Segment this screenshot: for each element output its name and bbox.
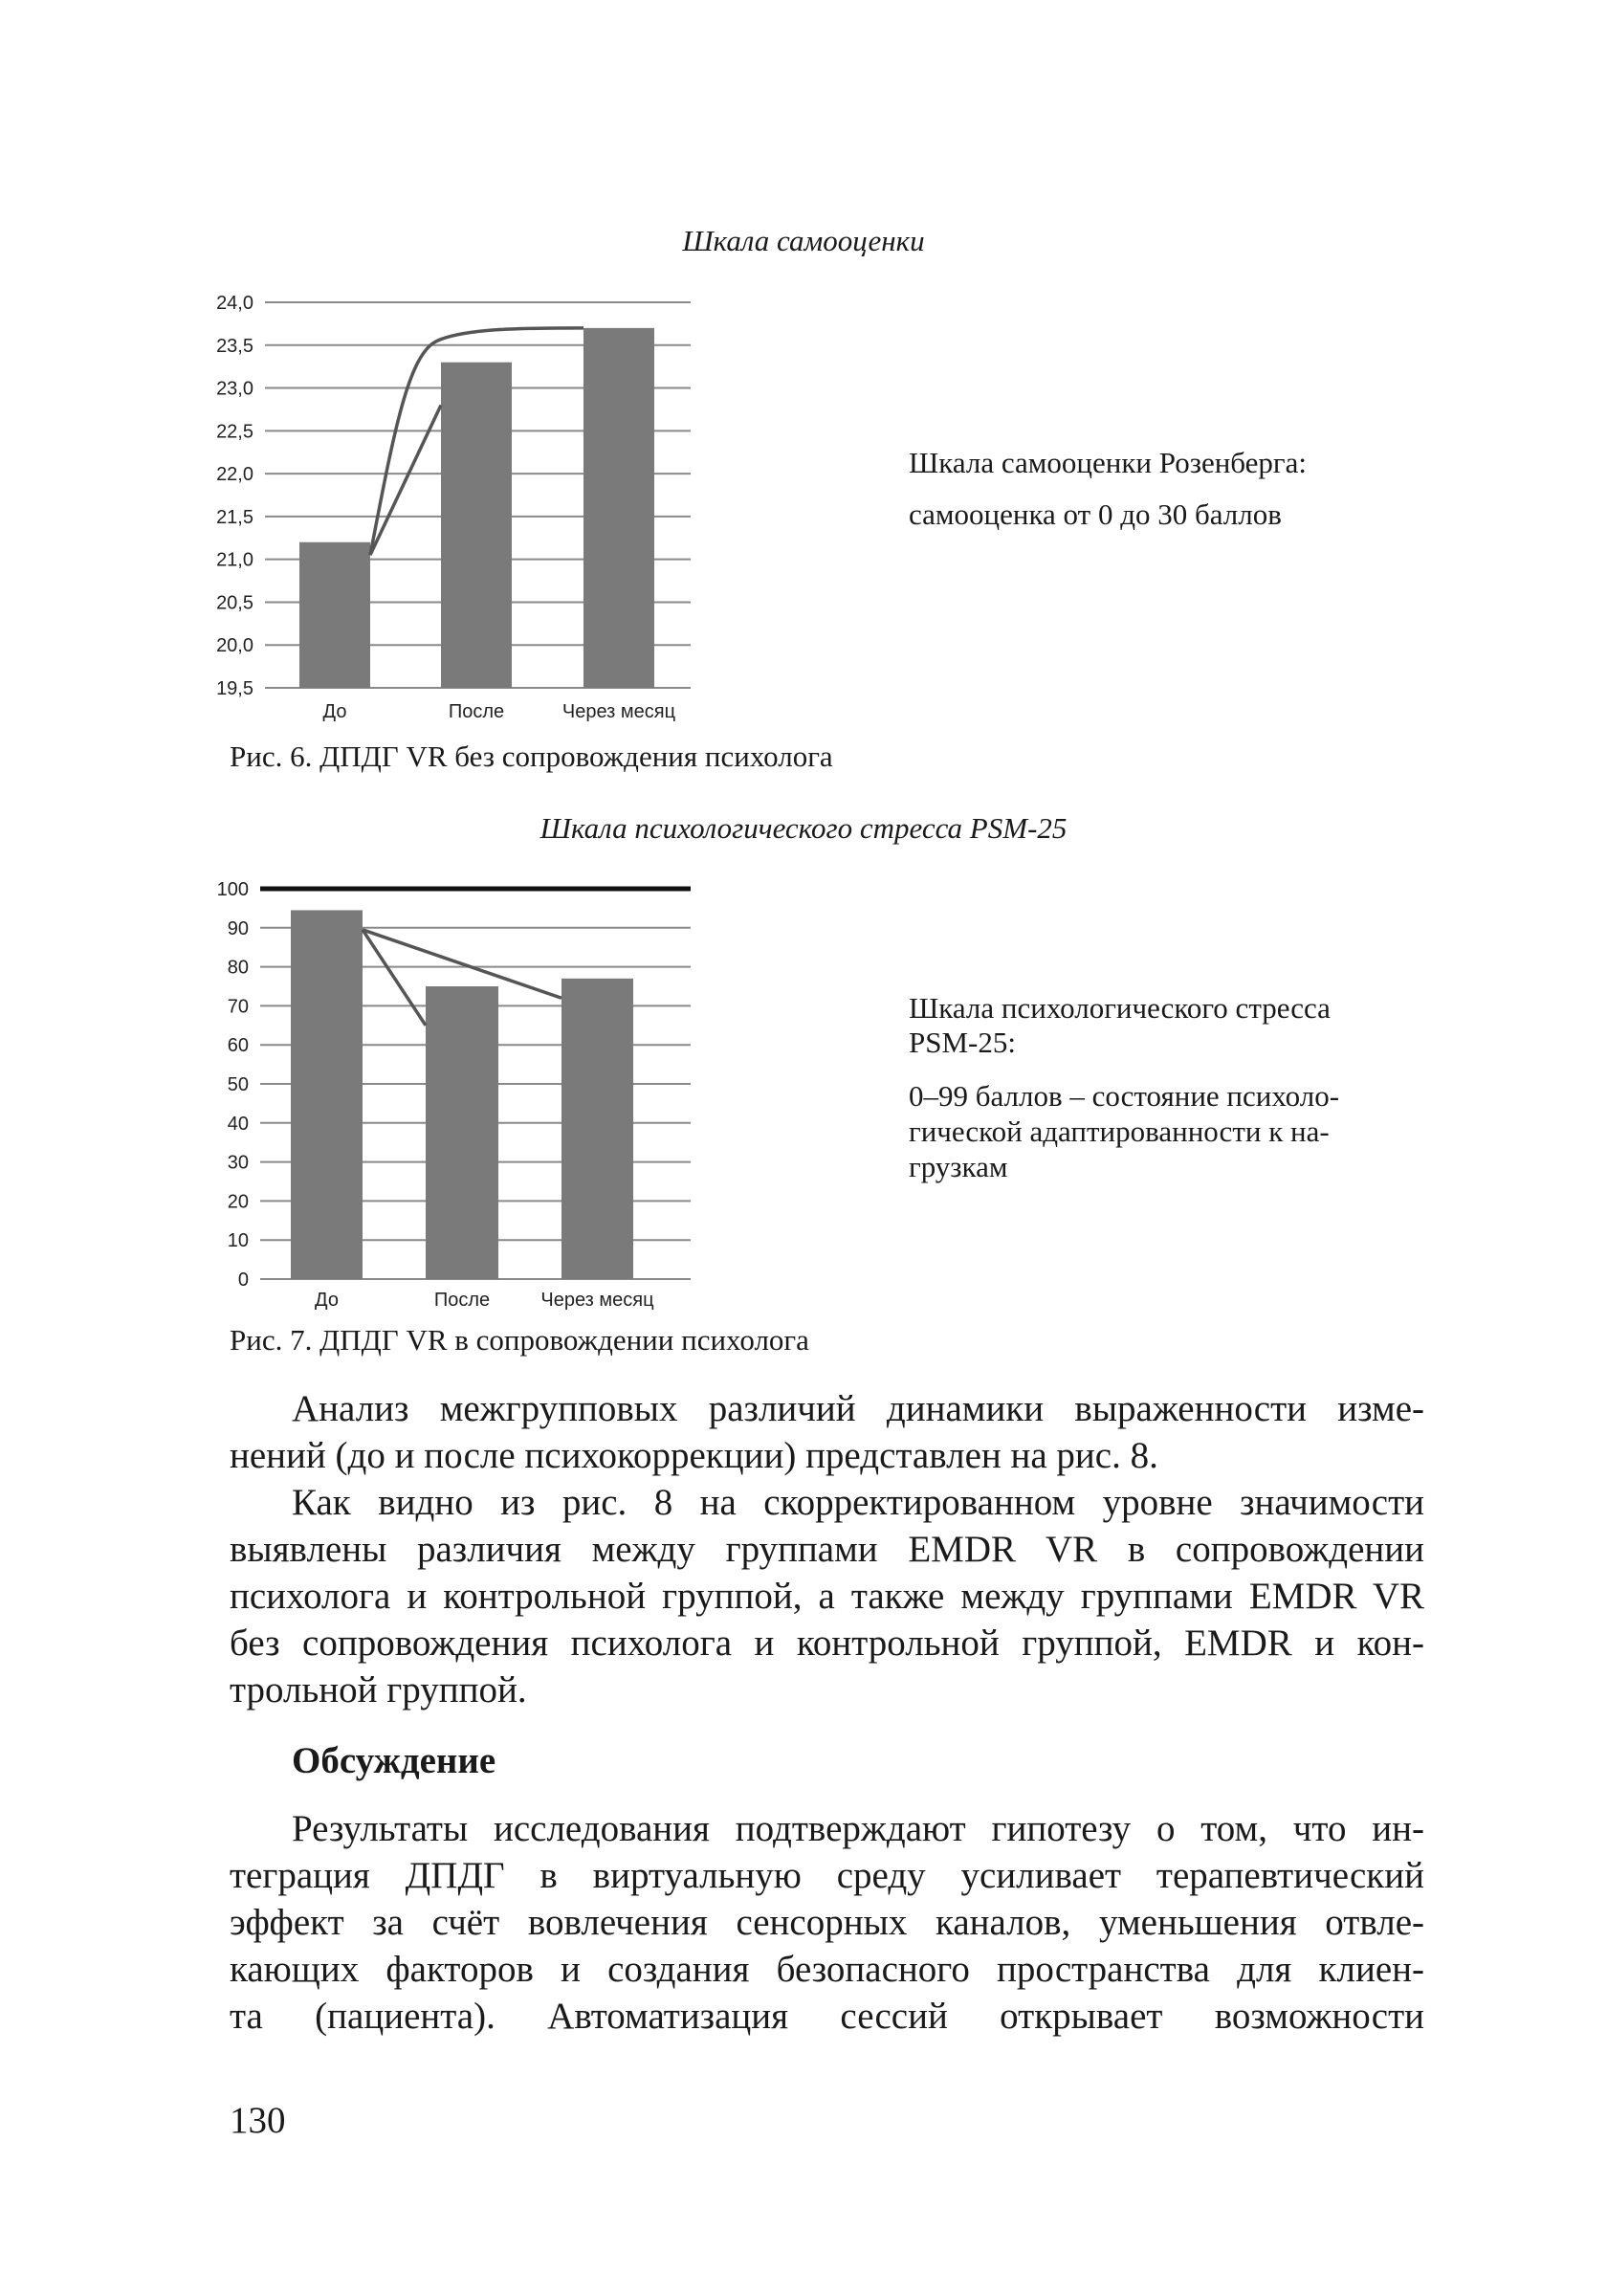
y-tick-label: 30 xyxy=(227,1152,249,1174)
y-tick-label: 20,0 xyxy=(216,635,253,657)
chart-note: грузкам xyxy=(909,1150,1008,1183)
paragraph-line: эффект за счёт вовлечения сенсорных каналов, уменьшения отвле- xyxy=(230,1902,1424,1943)
y-tick-label: 19,5 xyxy=(216,678,253,699)
x-tick-label: До xyxy=(322,701,347,722)
x-tick-label: Через месяц xyxy=(561,701,676,722)
y-tick-label: 20,5 xyxy=(216,592,253,614)
y-tick-label: 20 xyxy=(227,1191,249,1213)
paragraph-line: Как видно из рис. 8 на скорректированном уровне значимости xyxy=(292,1482,1424,1523)
section-heading: Обсуждение xyxy=(292,1740,496,1781)
chart-note: Шкала психологического стресса xyxy=(909,991,1331,1025)
paragraph-line: Анализ межгрупповых различий динамики выраженности изме- xyxy=(292,1388,1424,1429)
y-tick-label: 40 xyxy=(227,1113,249,1135)
chart-note: гической адаптированности к на- xyxy=(909,1115,1330,1148)
chart-note: самооценка от 0 до 30 баллов xyxy=(909,497,1282,531)
y-tick-label: 60 xyxy=(227,1035,249,1057)
y-tick-label: 23,0 xyxy=(216,378,253,400)
paragraph-line: без сопровождения психолога и контрольной группой, EMDR и кон- xyxy=(230,1623,1424,1664)
paragraph-line: кающих факторов и создания безопасного пространства для клиен- xyxy=(230,1949,1424,1990)
x-tick-label: До xyxy=(315,1290,339,1311)
x-tick-label: После xyxy=(433,1290,491,1311)
y-tick-label: 22,5 xyxy=(216,421,253,443)
y-tick-label: 10 xyxy=(227,1230,249,1252)
page-number: 130 xyxy=(230,2100,286,2141)
y-tick-label: 24,0 xyxy=(216,293,253,314)
y-tick-label: 23,5 xyxy=(216,335,253,357)
figure-caption: Рис. 7. ДПДГ VR в сопровождении психолога xyxy=(230,1323,809,1357)
y-tick-label: 22,0 xyxy=(216,464,253,486)
y-tick-label: 80 xyxy=(227,957,249,979)
figure-caption: Рис. 6. ДПДГ VR без сопровождения психолога xyxy=(230,740,833,773)
paragraph-line: теграция ДПДГ в виртуальную среду усиливает терапевтический xyxy=(230,1855,1424,1896)
y-tick-label: 21,5 xyxy=(216,506,253,528)
chart-note: PSM-25: xyxy=(909,1026,1016,1059)
bar xyxy=(561,979,633,1279)
chart-title: Шкала самооценки xyxy=(682,224,925,257)
chart-note: Шкала самооценки Розенберга: xyxy=(909,446,1308,479)
x-tick-label: Через месяц xyxy=(540,1290,654,1311)
y-tick-label: 70 xyxy=(227,996,249,1018)
paragraph-line: психолога и контрольной группой, а также между группами EMDR VR xyxy=(230,1576,1424,1617)
bar xyxy=(426,986,498,1279)
paragraph-line: трольной группой. xyxy=(230,1669,527,1711)
bar xyxy=(291,910,363,1279)
chart-title: Шкала психологического стресса PSM-25 xyxy=(539,811,1068,845)
paragraph-line: нений (до и после психокоррекции) представлен на рис. 8. xyxy=(230,1435,1158,1476)
paragraph-line: выявлены различия между группами EMDR VR в сопровождении xyxy=(230,1529,1424,1570)
y-tick-label: 21,0 xyxy=(216,549,253,571)
connector-line xyxy=(363,930,426,1026)
x-tick-label: После xyxy=(448,701,505,722)
y-tick-label: 100 xyxy=(216,879,249,900)
y-tick-label: 90 xyxy=(227,917,249,939)
y-tick-label: 0 xyxy=(237,1269,249,1291)
y-tick-label: 50 xyxy=(227,1074,249,1095)
paragraph-line: та (пациента). Автоматизация сессий открывает возможности xyxy=(230,1996,1424,2037)
chart-note: 0–99 баллов – состояние психоло- xyxy=(909,1079,1340,1113)
paragraph-line: Результаты исследования подтверждают гипотезу о том, что ин- xyxy=(292,1808,1424,1849)
